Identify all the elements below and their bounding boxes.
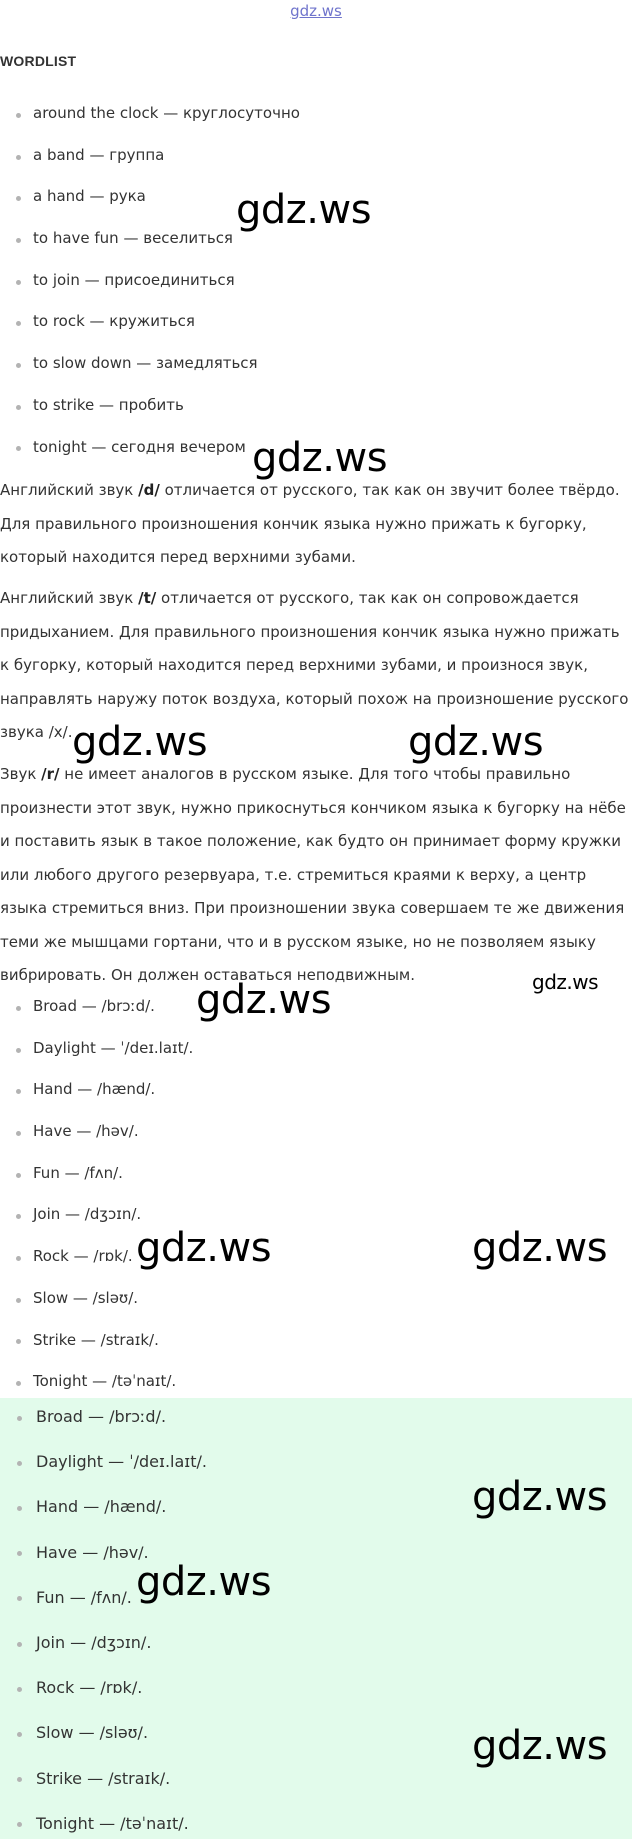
list-item: a band — группа — [0, 135, 632, 177]
paragraph-text: Английский звук — [0, 481, 139, 499]
list-item: to rock — кружиться — [0, 301, 632, 343]
list-item: Fun — /fʌn/. — [0, 1575, 632, 1620]
watermark: gdz.ws — [532, 970, 599, 994]
paragraph-text: отличается от русского, так как он сопровождается придыханием. Для правильного произношения кончик языка нужно прижать к бугорку, который находится перед верхними зубами, и произнося звук, направлять наружу поток воздуха, который похож на произношение русского звука /х/. — [0, 589, 629, 741]
list-item: Tonight — /təˈnaɪt/. — [0, 1361, 632, 1403]
watermark: gdz.ws — [236, 187, 372, 233]
watermark: gdz.ws — [472, 1474, 608, 1520]
paragraph-text: не имеет аналогов в русском языке. Для того чтобы правильно произнести этот звук, нужно прикоснуться кончиком языка к бугорку на нёбе и поставить язык в такое положение, как будто он принимает форму кружки или любого другого резервуара, т.е. стремиться краями к верху, а центр языка стремиться вниз. При произношении звука совершаем те же движения теми же мышцами гортани, что и в русском языке, но не позволяем языку вибрировать. Он должен оставаться неподвижным. — [0, 765, 626, 984]
list-item: Strike — /straɪk/. — [0, 1756, 632, 1801]
list-item: Rock — /rɒk/. — [0, 1236, 632, 1278]
paragraph-text: отличается от русского, так как он звучит более твёрдо. Для правильного произношения кончик языка нужно прижать к бугорку, который находится перед верхними зубами. — [0, 481, 620, 566]
watermark: gdz.ws — [136, 1559, 272, 1605]
watermark: gdz.ws — [408, 719, 544, 765]
watermark: gdz.ws — [196, 977, 332, 1023]
list-item: to join — присоединиться — [0, 260, 632, 302]
list-item: to have fun — веселиться — [0, 218, 632, 260]
paragraph-sound-r — [0, 758, 632, 993]
list-item: tonight — сегодня вечером — [0, 427, 632, 469]
watermark: gdz.ws — [472, 1225, 608, 1271]
site-logo-link[interactable]: gdz.ws — [290, 2, 342, 20]
pronunciation-list-highlighted — [0, 1394, 632, 1839]
watermark: gdz.ws — [472, 1723, 608, 1769]
paragraph-sound-d — [0, 474, 632, 575]
watermark: gdz.ws — [136, 1225, 272, 1271]
list-item: Daylight — ˈ/deɪ.laɪt/. — [0, 1028, 632, 1070]
list-item: Fun — /fʌn/. — [0, 1153, 632, 1195]
list-item: Hand — /hænd/. — [0, 1484, 632, 1529]
wordlist-heading: WORDLIST — [0, 53, 77, 69]
sound-symbol: /t/ — [138, 589, 157, 607]
list-item: Join — /dʒɔɪn/. — [0, 1194, 632, 1236]
list-item: Hand — /hænd/. — [0, 1069, 632, 1111]
pronunciation-list — [0, 986, 632, 1403]
list-item: a hand — рука — [0, 176, 632, 218]
list-item: Daylight — ˈ/deɪ.laɪt/. — [0, 1439, 632, 1484]
list-item: Slow — /sləʊ/. — [0, 1278, 632, 1320]
sound-symbol: /r/ — [41, 765, 60, 783]
watermark: gdz.ws — [72, 719, 208, 765]
list-item: Tonight — /təˈnaɪt/. — [0, 1801, 632, 1839]
list-item: Rock — /rɒk/. — [0, 1665, 632, 1710]
paragraph-text: Английский звук — [0, 589, 139, 607]
sound-symbol: /d/ — [138, 481, 160, 499]
list-item: Join — /dʒɔɪn/. — [0, 1620, 632, 1665]
watermark: gdz.ws — [252, 435, 388, 481]
list-item: Strike — /straɪk/. — [0, 1320, 632, 1362]
list-item: Slow — /sləʊ/. — [0, 1710, 632, 1755]
paragraph-text: Звук — [0, 765, 42, 783]
list-item: Have — /həv/. — [0, 1530, 632, 1575]
list-item: to slow down — замедляться — [0, 343, 632, 385]
list-item: around the clock — круглосуточно — [0, 93, 632, 135]
wordlist — [0, 93, 632, 468]
list-item: Have — /həv/. — [0, 1111, 632, 1153]
list-item: to strike — пробить — [0, 385, 632, 427]
list-item: Broad — /brɔːd/. — [0, 986, 632, 1028]
list-item: Broad — /brɔːd/. — [0, 1394, 632, 1439]
